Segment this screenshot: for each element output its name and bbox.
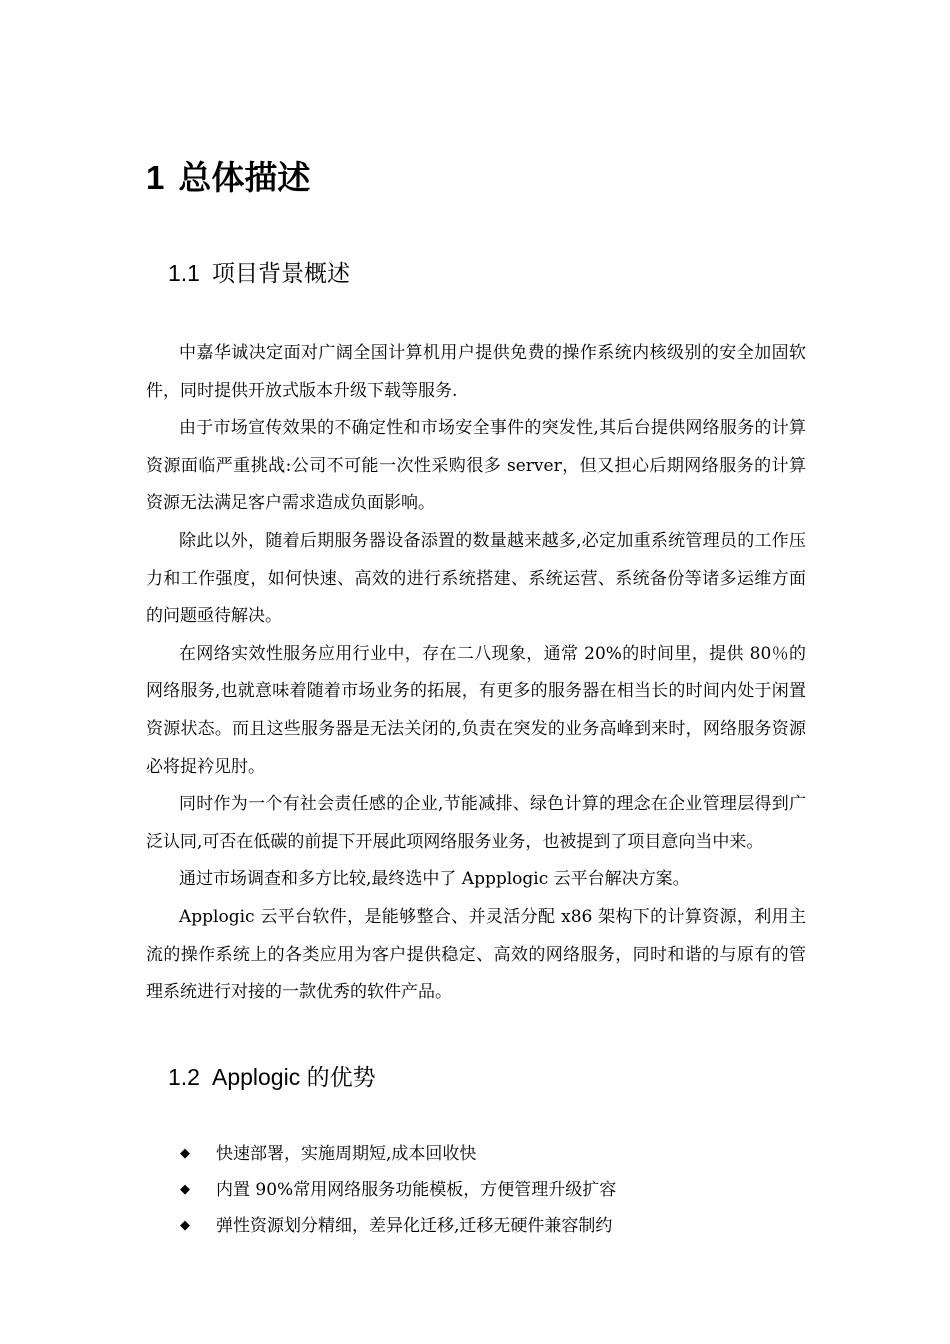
section-heading-advantages [168,1061,376,1093]
paragraph: 除此以外，随着后期服务器设备添置的数量越来越多,必定加重系统管理员的工作压力和工作强度，如何快速、高效的进行系统搭建、系统运营、系统备份等诸多运维方面的问题亟待解决。 [146,530,806,627]
list-item [180,1208,800,1244]
list-item-text: 弹性资源划分精细，差异化迁移,迁移无硬件兼容制约 [216,1216,613,1236]
chapter-heading [146,156,310,200]
paragraph: 在网络实效性服务应用行业中，存在二八现象，通常 20%的时间里，提供 80％的网络服务,也就意味着随着市场业务的拓展，有更多的服务器在相当长的时间内处于闲置资源状态。而且这些服务器是无法关闭的,负责在突发的业务高峰到来时，网络服务资源必将捉衿见肘。 [146,643,806,777]
diamond-bullet-icon: ◆ [180,1146,190,1161]
section-number: 1.1 [168,260,200,286]
chapter-number: 1 [146,159,165,196]
diamond-bullet-icon: ◆ [180,1182,190,1197]
paragraph: 同时作为一个有社会责任感的企业,节能减排、绿色计算的理念在企业管理层得到广泛认同,可否在低碳的前提下开展此项网络服务业务，也被提到了项目意向当中来。 [146,794,806,852]
section-number: 1.2 [168,1064,200,1090]
paragraph: 由于市场宣传效果的不确定性和市场安全事件的突发性,其后台提供网络服务的计算资源面临严重挑战:公司不可能一次性采购很多 server，但又担心后期网络服务的计算资源无法满足客户需求造成负面影响。 [146,418,806,514]
paragraph: Applogic 云平台软件，是能够整合、并灵活分配 x86 架构下的计算资源，利用主流的操作系统上的各类应用为客户提供稳定、高效的网络服务，同时和谐的与原有的管理系统进行对接的一款优秀的软件产品。 [146,906,806,1003]
diamond-bullet-icon: ◆ [180,1218,190,1233]
paragraph: 中嘉华诚决定面对广阔全国计算机用户提供免费的操作系统内核级别的安全加固软件，同时提供开放式版本升级下载等服务. [146,343,806,401]
section-heading-background [168,257,350,289]
advantages-list [180,1136,800,1244]
list-item-text: 快速部署，实施周期短,成本回收快 [216,1144,477,1164]
section-title: 项目背景概述 [211,260,350,286]
section-title: Applogic 的优势 [211,1064,376,1090]
list-item [180,1136,800,1172]
chapter-title: 总体描述 [178,159,311,196]
list-item [180,1172,800,1208]
paragraph: 通过市场调查和多方比较,最终选中了 Appplogic 云平台解决方案。 [179,869,690,890]
list-item-text: 内置 90%常用网络服务功能模板，方便管理升级扩容 [216,1180,617,1200]
section-body-background [146,335,806,1012]
